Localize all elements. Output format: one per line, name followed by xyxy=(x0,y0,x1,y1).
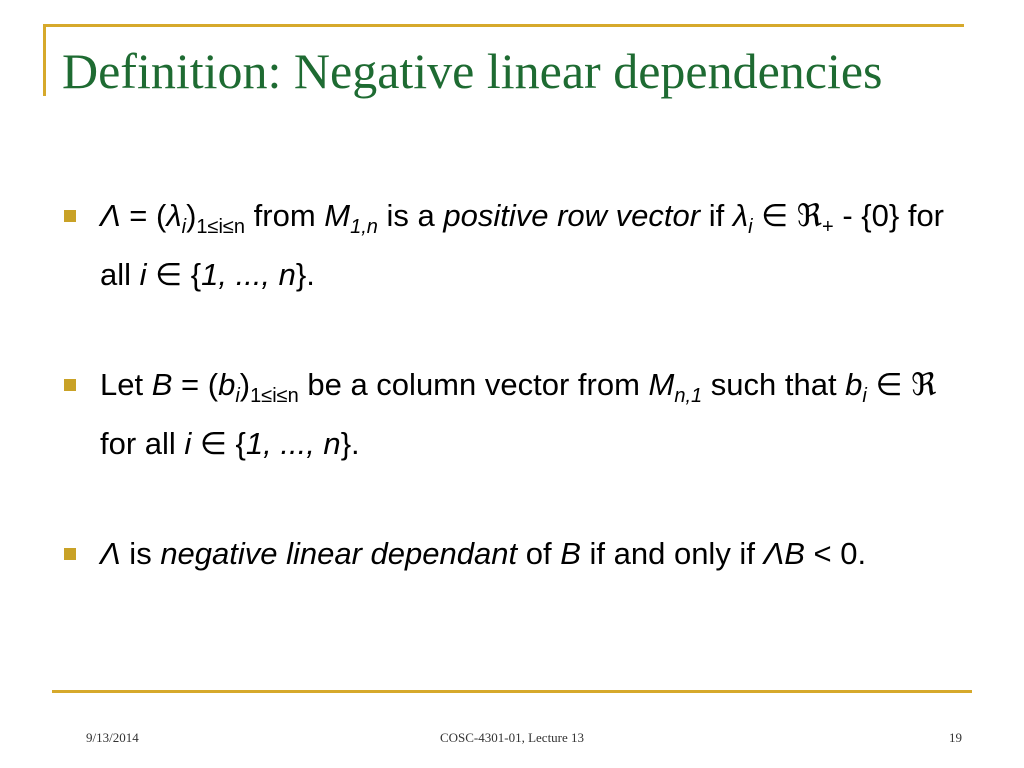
product-symbol: ΛB xyxy=(763,536,805,571)
bullet-item-column-vector xyxy=(60,361,970,467)
square-bullet-icon xyxy=(64,379,76,391)
text-span: = ( xyxy=(172,367,219,402)
subscript: + xyxy=(822,216,834,238)
text-span: < 0. xyxy=(804,536,867,571)
text-span: if xyxy=(700,198,733,233)
text-span: if and only if xyxy=(580,536,764,571)
footer-course: COSC-4301-01, Lecture 13 xyxy=(439,730,585,745)
bullet-item-positive-row-vector xyxy=(60,192,970,298)
element-of-symbol: ∈ { xyxy=(191,426,246,461)
text-span: is a xyxy=(377,198,444,233)
text-span: }. xyxy=(295,257,315,292)
slide-title: Definition: Negative linear dependencies xyxy=(62,43,883,99)
text-span: be a column vector from xyxy=(298,367,649,402)
left-frame-line xyxy=(43,24,46,96)
text-span: ) xyxy=(239,367,251,402)
footer-divider xyxy=(52,690,972,693)
subscript: i xyxy=(748,216,753,238)
lambda-i: λ xyxy=(166,198,182,233)
b-i: b xyxy=(218,367,236,402)
subscript-range: 1≤i≤n xyxy=(196,216,246,238)
footer-page-number: 19 xyxy=(949,730,962,745)
text-span: }. xyxy=(340,426,360,461)
index-set: 1, ..., n xyxy=(245,426,341,461)
square-bullet-icon xyxy=(64,548,76,560)
index-symbol: i xyxy=(184,426,192,461)
top-frame-line xyxy=(43,24,964,27)
text-span: of xyxy=(517,536,561,571)
matrix-symbol: M xyxy=(324,198,351,233)
negative-linear-dependant-term: negative linear dependant xyxy=(160,536,518,571)
lambda-symbol: Λ xyxy=(100,198,121,233)
lambda-i: λ xyxy=(732,198,749,233)
index-set: 1, ..., n xyxy=(201,257,296,292)
bullet-list xyxy=(60,192,970,577)
index-symbol: i xyxy=(139,257,147,292)
text-span: - {0} for all xyxy=(100,198,945,292)
vector-b-symbol: B xyxy=(560,536,581,571)
subscript: i xyxy=(181,216,187,238)
square-bullet-icon xyxy=(64,210,76,222)
subscript-range: 1≤i≤n xyxy=(250,385,299,407)
subscript: i xyxy=(862,385,867,407)
text-span: from xyxy=(245,198,325,233)
footer-date: 9/13/2014 xyxy=(86,730,139,745)
text-span: Let xyxy=(100,367,152,402)
lambda-symbol: Λ xyxy=(100,536,121,571)
vector-b-symbol: B xyxy=(151,367,173,402)
text-span: for all xyxy=(100,426,185,461)
text-span: ) xyxy=(186,198,197,233)
subscript: n,1 xyxy=(674,385,703,407)
text-span: such that xyxy=(702,367,846,402)
element-of-symbol: ∈ { xyxy=(146,257,202,292)
subscript: i xyxy=(235,385,240,407)
matrix-symbol: M xyxy=(648,367,675,402)
reals-symbol: ℜ xyxy=(796,198,823,233)
element-of-symbol: ∈ xyxy=(752,198,797,233)
reals-symbol: ℜ xyxy=(911,367,937,402)
b-i: b xyxy=(845,367,863,402)
bullet-item-negative-dependency xyxy=(60,530,970,577)
element-of-symbol: ∈ xyxy=(866,367,912,402)
text-span: = ( xyxy=(120,198,167,233)
positive-row-vector-term: positive row vector xyxy=(443,198,701,233)
subscript: 1,n xyxy=(350,216,378,238)
text-span: is xyxy=(120,536,161,571)
